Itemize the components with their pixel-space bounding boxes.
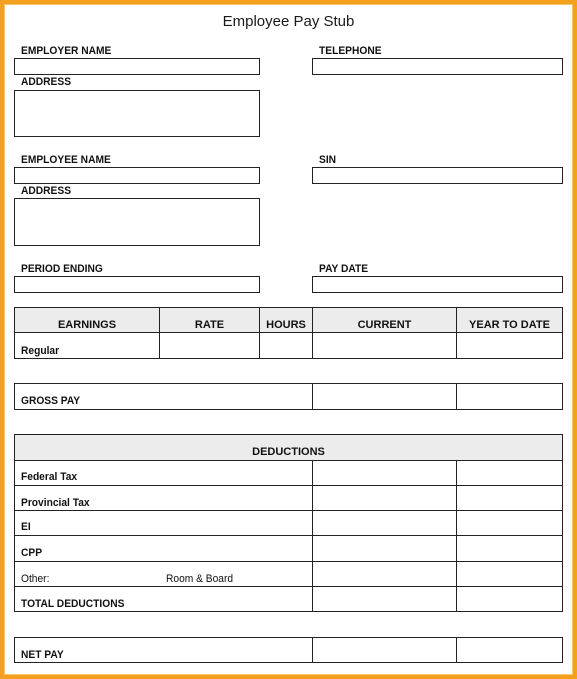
- ytd-header: YEAR TO DATE: [469, 319, 550, 331]
- total-deductions-ytd-field[interactable]: [456, 586, 563, 612]
- regular-hours-field[interactable]: [259, 332, 313, 359]
- regular-label: Regular: [21, 345, 60, 357]
- ei-ytd-field[interactable]: [456, 510, 563, 536]
- employee-name-field[interactable]: [14, 167, 260, 184]
- provincial-tax-ytd-field[interactable]: [456, 485, 563, 511]
- sin-field[interactable]: [312, 167, 563, 184]
- employee-address-label: ADDRESS: [21, 185, 72, 197]
- earnings-header: EARNINGS: [57, 319, 117, 331]
- provincial-tax-label: Provincial Tax: [21, 497, 90, 509]
- other-current-field[interactable]: [312, 561, 457, 587]
- regular-current-field[interactable]: [312, 332, 457, 359]
- telephone-field[interactable]: [312, 58, 563, 75]
- cpp-current-field[interactable]: [312, 535, 457, 562]
- provincial-tax-current-field[interactable]: [312, 485, 457, 511]
- telephone-label: TELEPHONE: [319, 45, 382, 57]
- other-label: Other:: [21, 573, 50, 585]
- sin-label: SIN: [319, 154, 337, 166]
- other-ytd-field[interactable]: [456, 561, 563, 587]
- hours-header: HOURS: [266, 319, 306, 331]
- federal-tax-current-field[interactable]: [312, 460, 457, 486]
- gross-pay-label: GROSS PAY: [21, 395, 81, 407]
- total-deductions-current-field[interactable]: [312, 586, 457, 612]
- ei-label: EI: [21, 521, 31, 533]
- ei-current-field[interactable]: [312, 510, 457, 536]
- regular-rate-field[interactable]: [159, 332, 260, 359]
- deductions-header: DEDUCTIONS: [252, 446, 325, 458]
- gross-pay-ytd-field[interactable]: [456, 383, 563, 410]
- federal-tax-label: Federal Tax: [21, 471, 78, 483]
- room-board-note: Room & Board: [166, 573, 234, 585]
- employee-address-field[interactable]: [14, 198, 260, 246]
- net-pay-current-field[interactable]: [312, 637, 457, 663]
- employer-name-label: EMPLOYER NAME: [21, 45, 112, 57]
- employer-address-label: ADDRESS: [21, 76, 72, 88]
- period-ending-label: PERIOD ENDING: [21, 263, 103, 275]
- regular-ytd-field[interactable]: [456, 332, 563, 359]
- cpp-label: CPP: [21, 547, 43, 559]
- employer-address-field[interactable]: [14, 90, 260, 137]
- net-pay-label: NET PAY: [21, 649, 64, 661]
- page-title: Employee Pay Stub: [222, 13, 355, 30]
- other-cell: [14, 561, 313, 587]
- total-deductions-label: TOTAL DEDUCTIONS: [21, 598, 125, 610]
- net-pay-ytd-field[interactable]: [456, 637, 563, 663]
- federal-tax-ytd-field[interactable]: [456, 460, 563, 486]
- cpp-cell: [14, 535, 313, 562]
- pay-date-label: PAY DATE: [319, 263, 369, 275]
- gross-pay-current-field[interactable]: [312, 383, 457, 410]
- ei-cell: [14, 510, 313, 536]
- cpp-ytd-field[interactable]: [456, 535, 563, 562]
- rate-header: RATE: [194, 319, 225, 331]
- employee-name-label: EMPLOYEE NAME: [21, 154, 111, 166]
- period-ending-field[interactable]: [14, 276, 260, 293]
- current-header: CURRENT: [357, 319, 412, 331]
- employer-name-field[interactable]: [14, 58, 260, 75]
- pay-date-field[interactable]: [312, 276, 563, 293]
